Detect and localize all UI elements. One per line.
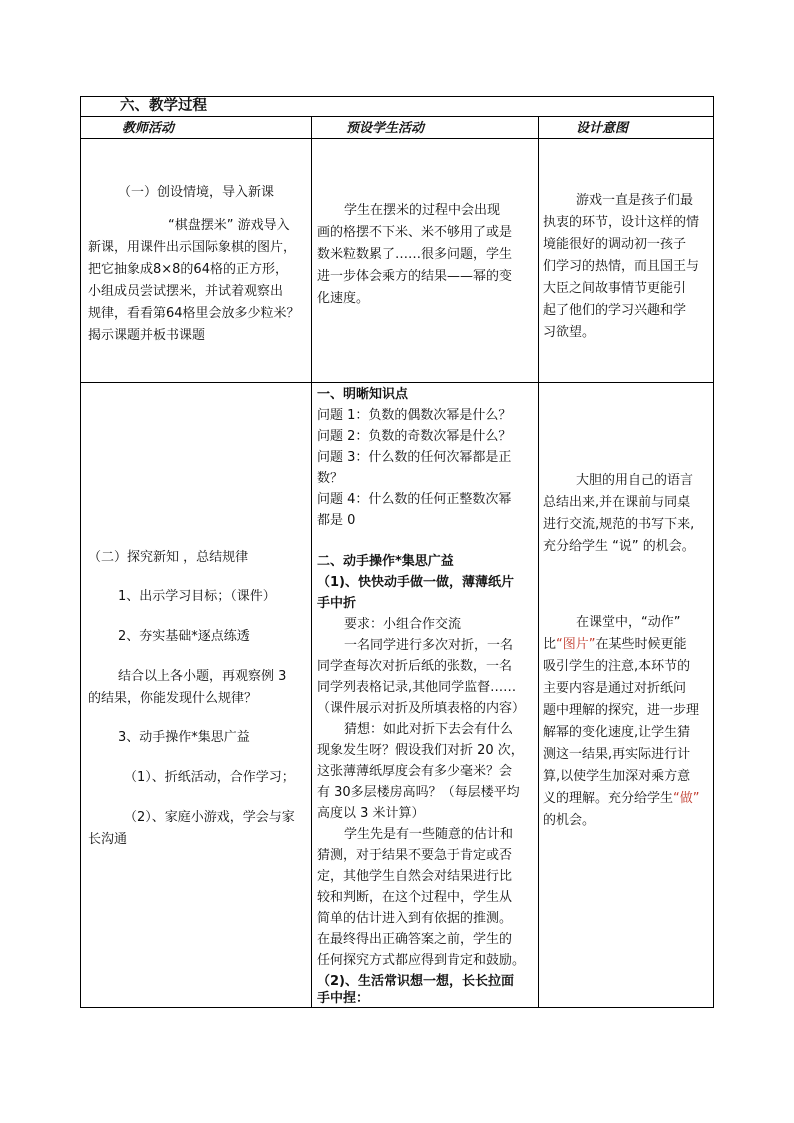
text-line: 测这一结果,再实际进行计 [543, 747, 691, 762]
text-line: 进一步体会乘方的结果——幂的变 [317, 269, 513, 284]
text-segment: 义的理解。充分给学生 [543, 791, 674, 806]
text-segment: 在某些时候更能 [595, 637, 687, 652]
highlight-text: “做” [673, 791, 700, 806]
text-line: 猜想：如此对折下去会有什么 [344, 722, 514, 737]
text-line: 学生在摆米的过程中会出现 [344, 203, 501, 218]
header-intent: 设计意图 [576, 121, 629, 136]
text-line: 数米粒数累了……很多问题，学生 [317, 247, 513, 262]
text-line: 们学习的热情，而且国王与 [543, 259, 700, 274]
text-line: 充分给学生 “说” 的机会。 [543, 539, 695, 554]
text-line: 都是 0 [317, 513, 356, 528]
column-divider [311, 116, 312, 1008]
text-line: 的结果，你能发现什么规律？ [88, 691, 258, 706]
text-line: 化速度。 [317, 291, 370, 306]
text-line: 在课堂中，“动作” [576, 615, 681, 630]
question-4: 问题 4：什么数的任何正整数次幂 [317, 492, 512, 507]
table-border-bottom [80, 1007, 714, 1008]
text-line: 长沟通 [88, 832, 128, 847]
text-line: 任何探究方式都应得到肯定和鼓励。 [317, 953, 526, 968]
subheading: 手中捏： [317, 991, 370, 1006]
text-line: 规律，看看第64格里会放多少粒米？ [88, 306, 300, 321]
text-line: 总结出来,并在课前与同桌 [543, 495, 691, 510]
question-2: 问题 2：负数的奇数次幂是什么？ [317, 429, 512, 444]
text-line: 较和判断，在这个过程中，学生从 [317, 890, 513, 905]
text-line: 小组成员尝试摆米，并试着观察出 [88, 284, 284, 299]
header-student: 预设学生活动 [346, 121, 425, 136]
question-3: 问题 3：什么数的任何次幂都是正 [317, 450, 512, 465]
column-divider [538, 116, 539, 1008]
text-line: 在最终得出正确答案之前，学生的 [317, 932, 513, 947]
text-line: 1、出示学习目标；（课件） [118, 589, 276, 604]
subheading: 一、明晰知识点 [317, 387, 409, 402]
text-line: 起了他们的学习兴趣和学 [543, 303, 687, 318]
text-line: 定，其他学生自然会对结果进行比 [317, 869, 513, 884]
highlight-text: “图片” [556, 637, 596, 652]
text-line: （二）探究新知 ，总结规律 [88, 550, 249, 565]
subheading: （2)、生活常识想一想，长长拉面 [317, 974, 514, 989]
text-line [543, 634, 687, 655]
text-line: “棋盘摆米” 游戏导入 [168, 218, 290, 233]
row-divider [80, 382, 714, 383]
text-line: 结合以上各小题，再观察例 3 [118, 669, 287, 684]
text-line [543, 788, 700, 809]
text-line: 大胆的用自己的语言 [576, 473, 694, 488]
text-line: 吸引学生的注意,本环节的 [543, 659, 691, 674]
text-line: 学生先是有一些随意的估计和 [344, 827, 514, 842]
section-title: 六、教学过程 [120, 98, 207, 114]
text-line: 画的格摆不下米、米不够用了或是 [317, 225, 513, 240]
table-border-right [713, 96, 714, 1008]
text-line: 习欲望。 [543, 325, 596, 340]
text-line: 的机会。 [543, 813, 596, 828]
text-line: 主要内容是通过对折纸问 [543, 681, 687, 696]
text-line: 这张薄薄纸厚度会有多少毫米？会 [317, 764, 513, 779]
text-line: 解幂的变化速度,让学生猜 [543, 725, 691, 740]
text-line: 游戏一直是孩子们最 [576, 193, 694, 208]
subheading: （1)、快快动手做一做，薄薄纸片 [317, 575, 514, 590]
text-line: 现象发生呀？假设我们对折 20 次， [317, 743, 524, 758]
text-line: 高度以 3 米计算） [317, 806, 425, 821]
text-line: 猜测，对于结果不要急于肯定或否 [317, 848, 513, 863]
header-teacher: 教师活动 [122, 121, 175, 136]
text-line: 把它抽象成8×8的64格的正方形， [88, 262, 288, 277]
question-1: 问题 1：负数的偶数次幂是什么？ [317, 408, 512, 423]
text-segment: 比 [543, 637, 557, 652]
text-line: （课件展示对折及所填表格的内容） [317, 701, 526, 716]
text-line: （2）、家庭小游戏，学会与家 [124, 810, 295, 825]
text-line: （1）、折纸活动，合作学习； [124, 770, 295, 785]
subheading: 二、动手操作*集思广益 [317, 554, 454, 569]
table-border-left [80, 96, 81, 1008]
text-line: 一名同学进行多次对折，一名 [344, 638, 514, 653]
subheading: 手中折 [317, 596, 357, 611]
text-line: 题中理解的探究，进一步理 [543, 703, 700, 718]
text-line: 3、动手操作*集思广益 [118, 730, 250, 745]
text-line: 大臣之间故事情节更能引 [543, 281, 687, 296]
text-line: 同学查每次对折后纸的张数，一名 [317, 659, 513, 674]
text-line: 算,以使学生加深对乘方意 [543, 769, 691, 784]
text-line: 数？ [317, 471, 344, 486]
text-line: 执衷的环节，设计这样的情 [543, 215, 700, 230]
text-line: 简单的估计进入到有依据的推测。 [317, 911, 513, 926]
text-line: 有 30多层楼房高吗？（每层楼平均 [317, 785, 520, 800]
text-line: （一）创设情境，导入新课 [118, 185, 275, 200]
teaching-process-table [80, 96, 714, 1008]
text-line: 新课，用课件出示国际象棋的图片， [88, 240, 297, 255]
text-line: 同学列表格记录,其他同学监督…… [317, 680, 517, 695]
text-line: 要求：小组合作交流 [344, 617, 462, 632]
text-line: 2、夯实基础*逐点练透 [118, 629, 250, 644]
text-line: 揭示课题并板书课题 [88, 328, 206, 343]
text-line: 境能很好的调动初一孩子 [543, 237, 687, 252]
text-line: 进行交流,规范的书写下来, [543, 517, 695, 532]
